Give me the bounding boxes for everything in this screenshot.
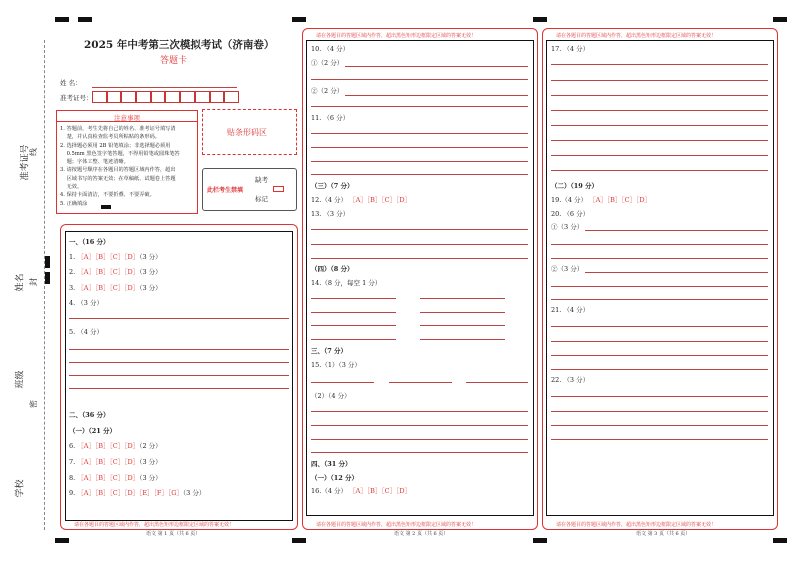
notice-title: 注意事项 [114,114,140,122]
q6-number: 6. [69,442,76,450]
notice-item: 无效。 [60,184,83,191]
notice-box [56,110,198,214]
q16-options[interactable]: ［A］［B］［C］［D］ [349,487,412,495]
q12-options[interactable]: ［A］［B］［C］［D］ [349,196,412,204]
q19-label: 19.（4 分） [551,196,588,204]
q8-points: （3 分） [139,474,162,482]
q6-points: （2 分） [139,442,162,450]
notice-item: 0.5mm 黑色签字笔答题，不得用铅笔或圆珠笔答 [60,150,180,157]
q8-options[interactable]: ［A］［B］［C］［D］ [77,474,140,482]
q3-points: （3 分） [139,284,162,292]
answer-line[interactable] [551,326,768,327]
absent-label: 此栏考生禁填 [207,187,244,194]
answer-line[interactable] [551,396,768,397]
answer-line[interactable] [551,64,768,65]
q14-label: 14.（8 分，每空 1 分） [311,279,382,287]
section-4-title: （四）（8 分） [311,265,354,273]
answer-line[interactable] [345,66,528,67]
answer-line[interactable] [551,341,768,342]
answer-line[interactable] [311,325,396,326]
warn-text: 请在各题目的答题区域内作答，超出黑色矩形边框限定区域的答案无效！ [316,33,477,39]
answer-line[interactable] [311,174,528,175]
q2-options[interactable]: ［A］［B］［C］［D］ [77,268,140,276]
q3-options[interactable]: ［A］［B］［C］［D］ [77,284,140,292]
absent-bubble[interactable] [273,186,284,192]
answer-line[interactable] [551,411,768,412]
answer-line[interactable] [311,298,396,299]
side-label-seal-secret: 密 [29,400,38,408]
absent-line1: 缺考 [255,176,268,184]
answer-line[interactable] [69,375,289,376]
page-number-3: 语文 第 3 页（共 6 页） [636,531,691,537]
exam-no-boxes[interactable] [92,91,239,103]
name-label: 姓 名： [60,79,82,87]
answer-line[interactable] [551,286,768,287]
section-2-title: 二、（36 分） [69,411,110,419]
timing-mark [292,538,306,543]
q6-options[interactable]: ［A］［B］［C］［D］ [77,442,140,450]
q7-options[interactable]: ［A］［B］［C］［D］ [77,458,140,466]
section-6-title: 四、（31 分） [311,460,352,468]
answer-line[interactable] [551,140,768,141]
answer-line[interactable] [420,325,505,326]
q15b-label: （2）（4 分） [311,392,351,400]
answer-line[interactable] [311,312,396,313]
answer-line[interactable] [311,229,528,230]
answer-line[interactable] [311,439,528,440]
absent-line2: 标记 [255,195,268,203]
notice-item: 5. 正确填涂 [60,200,88,207]
answer-line[interactable] [311,452,528,453]
answer-line[interactable] [551,155,768,156]
barcode-area [202,109,297,155]
binding-dashed-line [44,40,45,530]
card-subtitle: 答题卡 [160,56,188,66]
notice-item: 楚，并认真检查监考员所粘贴的条形码。 [60,134,160,141]
timing-mark [78,17,92,22]
answer-line[interactable] [551,125,768,126]
timing-mark [533,17,547,22]
answer-line[interactable] [311,411,528,412]
answer-line[interactable] [420,298,505,299]
q20a-label: ①（3 分） [551,223,584,231]
notice-item: 区域书写的答案无效；在草稿纸、试题卷上答题 [60,175,176,182]
filled-bubble-sample [101,205,111,209]
q20-label: 20. （6 分） [551,210,590,218]
absent-box [202,168,297,211]
q22-label: 22. （3 分） [551,376,590,384]
q15-label: 15.（1）（3 分） [311,361,361,369]
side-label-class: 班级 [15,370,26,389]
q4-label: 4. （3 分） [69,299,103,307]
answer-line[interactable] [311,161,528,162]
timing-mark [773,538,787,543]
answer-line[interactable] [551,170,768,171]
answer-line[interactable] [69,388,289,389]
warn-text: 请在各题目的答题区域内作答，超出黑色矩形边框限定区域的答案无效！ [556,522,717,528]
q21-label: 21. （4 分） [551,306,590,314]
notice-item: 4. 保持卡面清洁，不要折叠、不要弄破。 [60,192,155,199]
answer-line[interactable] [551,80,768,81]
warn-text: 请在各题目的答题区域内作答，超出黑色矩形边框限定区域的答案无效！ [316,522,477,528]
answer-line[interactable] [551,244,768,245]
answer-line[interactable] [551,355,768,356]
answer-line[interactable] [420,339,505,340]
answer-line[interactable] [551,258,768,259]
section-1-title: 一、（16 分） [69,238,110,246]
answer-area-3 [546,40,774,516]
timing-mark [45,272,50,284]
answer-line[interactable] [389,382,452,383]
q1-options[interactable]: ［A］［B］［C］［D］ [77,253,140,261]
exam-title: 2025 年中考第三次模拟考试（济南卷） [84,39,275,51]
answer-line[interactable] [69,318,289,319]
answer-line[interactable] [551,369,768,370]
q2-number: 2. [69,268,76,276]
q20b-label: ②（3 分） [551,265,584,273]
section-6-sub: （一）（12 分） [311,474,359,482]
q9-options[interactable]: ［A］［B］［C］［D］［E］［F］［G］ [77,489,183,497]
side-label-exam-no: 准考证号 [20,144,31,181]
q3-number: 3. [69,284,76,292]
notice-item: 2. 选择题必须用 2B 铅笔填涂；非选择题必须用 [60,142,171,149]
notice-item: 题；字体工整、笔迹清晰。 [60,159,129,166]
answer-line[interactable] [311,244,528,245]
q17-label: 17. （4 分） [551,45,590,53]
answer-line[interactable] [345,95,528,96]
q7-number: 7. [69,458,76,466]
section-3-title: （三）（7 分） [311,182,354,190]
notice-item: 3. 请按题号顺序在各题目的答题区域内作答，超出 [60,167,176,174]
name-field[interactable] [92,87,237,88]
timing-mark [533,538,547,543]
q19-options[interactable]: ［A］［B］［C］［D］ [589,196,652,204]
page-number-2: 语文 第 2 页（共 6 页） [394,531,449,537]
notice-list [60,125,180,208]
q13-label: 13. （3 分） [311,210,350,218]
answer-line[interactable] [311,425,528,426]
answer-line[interactable] [69,362,289,363]
answer-line[interactable] [585,272,768,273]
side-label-school: 学校 [15,479,26,498]
exam-no-label: 准考证号： [60,94,93,102]
q9-number: 9. [69,489,76,497]
q11-label: 11. （6 分） [311,114,350,122]
answer-line[interactable] [551,110,768,111]
q1-number: 1. [69,253,76,261]
section-2-sub: （一）（21 分） [69,427,117,435]
q2-points: （3 分） [139,268,162,276]
q9-points: （3 分） [182,489,206,497]
q10a-label: ①（2 分） [311,59,344,67]
warn-text: 请在各题目的答题区域内作答，超出黑色矩形边框限定区域的答案无效！ [74,522,235,528]
section-7-title: （二）（19 分） [551,182,599,190]
answer-line[interactable] [466,382,528,383]
q7-points: （3 分） [139,458,162,466]
answer-line[interactable] [551,95,768,96]
timing-mark [55,17,69,22]
answer-line[interactable] [311,147,528,148]
q12-label: 12.（4 分） [311,196,348,204]
side-label-seal-seal: 封 [29,278,38,286]
answer-line[interactable] [311,133,528,134]
q5-label: 5. （4 分） [69,328,103,336]
answer-line[interactable] [420,312,505,313]
answer-line[interactable] [551,425,768,426]
timing-mark [55,538,69,543]
q10-label: 10. （4 分） [311,45,350,53]
timing-mark [292,17,306,22]
page-number-1: 语文 第 1 页（共 6 页） [146,531,201,537]
answer-line[interactable] [311,382,374,383]
timing-mark [773,17,787,22]
side-label-name: 姓名 [15,273,26,292]
answer-line[interactable] [551,299,768,300]
answer-line[interactable] [311,339,396,340]
q16-label: 16.（4 分） [311,487,348,495]
section-5-title: 三、（7 分） [311,347,348,355]
warn-text: 请在各题目的答题区域内作答，超出黑色矩形边框限定区域的答案无效！ [556,33,717,39]
answer-line[interactable] [551,439,768,440]
timing-mark [45,256,50,268]
q8-number: 8. [69,474,76,482]
notice-item: 1. 答题前，考生先将自己的姓名、准考证号填写清 [60,126,176,132]
answer-line[interactable] [311,106,528,107]
q10b-label: ②（2 分） [311,87,344,95]
answer-line[interactable] [311,258,528,259]
q1-points: （3 分） [139,253,162,261]
side-label-seal-line: 线 [29,148,38,156]
answer-area-2 [306,40,534,516]
answer-line[interactable] [69,349,289,350]
answer-line[interactable] [585,230,768,231]
answer-line[interactable] [311,79,528,80]
barcode-label: 贴条形码区 [227,128,267,137]
